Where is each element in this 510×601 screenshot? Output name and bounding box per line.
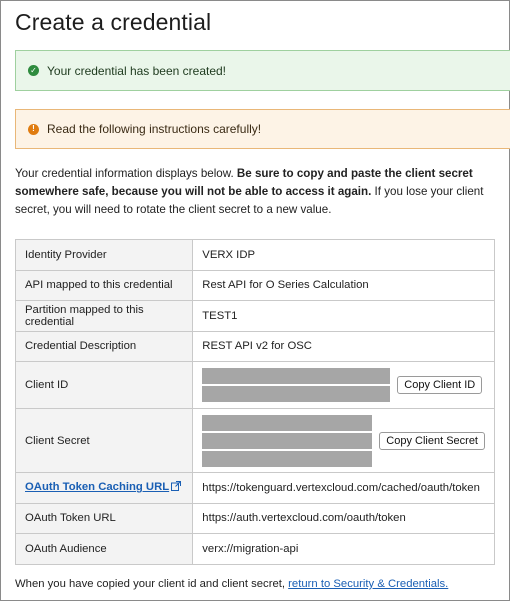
warning-alert-text: Read the following instructions carefully! [47,122,262,136]
oauth-token-caching-link[interactable] [25,481,181,493]
redaction-bar [202,368,390,384]
partition-label: Partition mapped to this credential [16,301,193,332]
client-secret-redacted [202,415,372,467]
client-secret-label: Client Secret [16,409,193,473]
exclamation-circle-icon: ! [28,124,39,135]
info-bold-warning: Be sure to copy and paste the client secret somewhere safe, because you will not be able to access it again. [15,167,473,198]
identity-provider-value: VERX IDP [193,240,495,271]
page-title: Create a credential [15,9,212,35]
success-alert-text: Your credential has been created! [47,63,227,78]
info-tail: If you lose your client secret, you will need to rotate the client secret to a new value. [15,185,484,216]
client-id-wrap [202,368,485,402]
audience-value: verx://migration-api [193,534,495,565]
audience-label: OAuth Audience [16,534,193,565]
copy-client-id-button[interactable]: Copy Client ID [397,376,482,394]
description-value: REST API v2 for OSC [193,331,495,362]
identity-provider-label: Identity Provider [16,240,193,271]
redaction-bar [202,451,372,467]
api-mapped-label: API mapped to this credential [16,270,193,301]
footer-text [15,578,448,590]
redaction-bar [202,386,390,402]
success-alert [15,50,510,91]
table-row-api-mapped [16,270,495,301]
warning-alert [15,109,510,149]
return-to-security-link[interactable]: return to Security & Credentials. [288,578,449,590]
credential-table [15,239,495,565]
client-id-label: Client ID [16,362,193,409]
table-row-token-url [16,503,495,534]
client-id-redacted [202,368,390,402]
credential-info-text [15,165,495,219]
client-secret-cell [193,409,495,473]
token-caching-value: https://tokenguard.vertexcloud.com/cached/oauth/token [193,473,495,504]
table-row-partition [16,301,495,332]
oauth-token-caching-link-text: OAuth Token Caching URL [25,481,170,494]
external-link-icon [171,481,181,494]
table-row-audience [16,534,495,565]
copy-client-secret-button[interactable]: Copy Client Secret [379,432,485,450]
partition-value: TEST1 [193,301,495,332]
token-url-label: OAuth Token URL [16,503,193,534]
table-row-identity-provider [16,240,495,271]
check-circle-icon: ✓ [28,65,39,76]
table-row-description [16,331,495,362]
redaction-bar [202,415,372,431]
redaction-bar [202,433,372,449]
api-mapped-value: Rest API for O Series Calculation [193,270,495,301]
table-row-client-secret [16,409,495,473]
client-secret-wrap [202,415,485,467]
description-label: Credential Description [16,331,193,362]
table-row-client-id [16,362,495,409]
info-lead: Your credential information displays below. [15,167,237,180]
table-row-token-caching [16,473,495,504]
token-caching-label-cell [16,473,193,504]
client-id-cell [193,362,495,409]
footer-lead: When you have copied your client id and client secret, [15,578,289,590]
token-url-value: https://auth.vertexcloud.com/oauth/token [193,503,495,534]
